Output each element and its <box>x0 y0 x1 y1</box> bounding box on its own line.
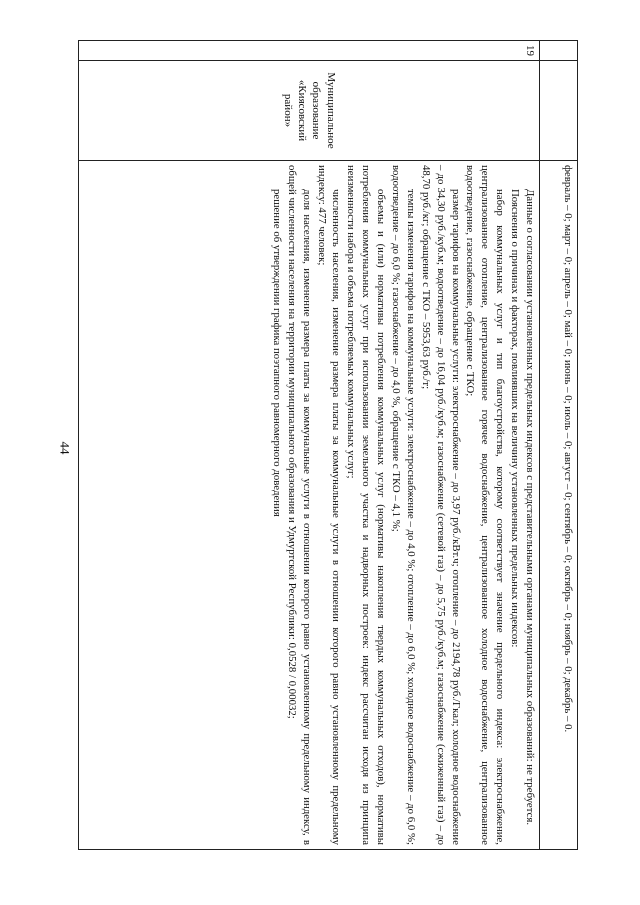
municipality-name-line: «Киясовский район» <box>281 79 308 142</box>
monthly-schedule-text: февраль – 0; март – 0; апрель – 0; май – 0; июнь – 0; июль – 0; август – 0; сентябрь – 0; октябрь – 0; ноябрь – 0; декабрь – 0. <box>562 165 574 733</box>
rotated-page-content <box>78 40 578 850</box>
table-row <box>79 41 540 850</box>
content-cell <box>79 161 540 850</box>
services-set-paragraph: набор коммунальных услуг и тип благоустройства, которому соответствует значение предельного индекса: электроснабжение, централизованное отопление, централизованное горячее водоснабжение, централизованное холодное водоснабжение, централизованное водоотведение, газоснабжение, обращение с ТКО; <box>464 165 507 845</box>
population-share-paragraph: доля населения, изменение размера платы за коммунальные услуги в отношении которого равно установленному предельному индексу, в общей численности населения на территории муниципального образования и Удмуртской Республики: 0,0528 / 0,00032; <box>285 165 313 845</box>
municipality-name-line: Муниципальное <box>324 72 337 149</box>
tariff-growth-paragraph: темпы изменения тарифов на коммунальные услуги: электроснабжение – до 4,0 %; отопление – до 6,0 %; холодное водоснабжение – до 6,0 %; водоотведение – до 6,0 %; газоснабжение – до 4,0 %, обращение с ТКО – 4,1 %; <box>389 165 417 845</box>
tariffs-paragraph: размер тарифов на коммунальные услуги: электроснабжение – до 3,97 руб./кВт.ч; отопление – до 2194,78 руб./Гкал; холодное водоснабжение – до 34,30 руб./куб.м; водоотведение – до 16,04 руб./куб.м; газоснабжение (сетевой газ) – до 5,75 руб./куб.м; газоснабжение (сжиженный газ) – до 48,70 руб./кг; обращение с ТКО – 5953,63 руб./т; <box>419 165 462 845</box>
row-number-cell: 19 <box>79 41 540 61</box>
schedule-decision-paragraph: решение об утверждении графика поэтапного равномерного доведения <box>270 189 283 517</box>
municipality-cell <box>540 61 578 161</box>
municipality-cell <box>79 61 540 161</box>
explanation-heading: Пояснения о причинах и факторах, повлиявших на величину установленных предельных индексов: <box>509 189 522 648</box>
approval-paragraph: Данные о согласовании установленных предельных индексов с представительными органами муниципальных образований: не требуется. <box>524 189 536 826</box>
table-row <box>540 41 578 850</box>
row-number-cell <box>540 41 578 61</box>
document-table <box>78 40 578 850</box>
consumption-norms-paragraph: объемы и (или) нормативы потребления коммунальных услуг (нормативы накопления твердых коммунальных отходов), нормативы потребления коммунальных услуг при использовании земельного участка и надворных построек: индекс рассчитан исходя из принципа неизменности набора и объема потребляемых коммунальных услуг; <box>345 165 388 845</box>
page-number: 44 <box>57 441 73 455</box>
municipality-name-line: образование <box>310 81 323 140</box>
content-cell <box>540 161 578 850</box>
population-count-paragraph: численность населения, изменение размера платы за коммунальные услуги в отношении которого равно установленному предельному индексу: 477 человек; <box>315 165 343 845</box>
